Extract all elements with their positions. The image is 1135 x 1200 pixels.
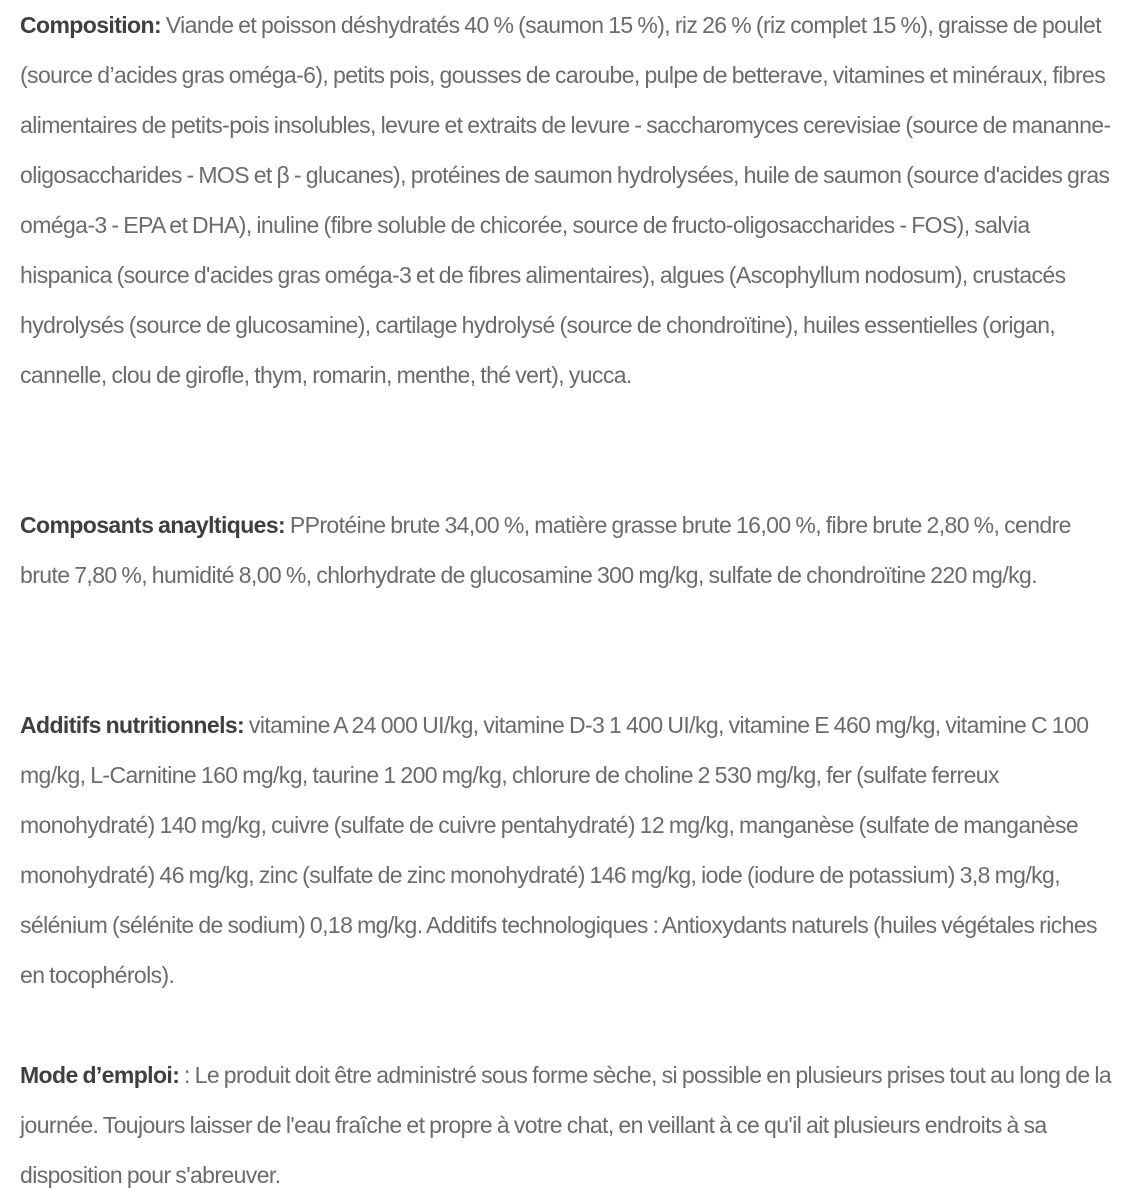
- analytical-section: [20, 500, 1125, 600]
- usage-label: Mode d’emploi:: [20, 1062, 180, 1088]
- composition-section: [20, 0, 1125, 400]
- composition-text: Viande et poisson déshydratés 40 % (saumon 15 %), riz 26 % (riz complet 15 %), graisse de poulet (source d’acides gras oméga-6), petits pois, gousses de caroube, pulpe de betterave, vitamines et minéraux, fibres alimentaires de petits-pois insolubles, levure et extraits de levure - saccharomyces cerevisiae (source de mananne- oligosaccharides - MOS et β - glucanes), protéines de saumon hydrolysées, huile de saumon (source d'acides gras oméga-3 - EPA et DHA), inuline (fibre soluble de chicorée, source de fructo-oligosaccharides - FOS), salvia hispanica (source d'acides gras oméga-3 et de fibres alimentaires), algues (Ascophyllum nodosum), crustacés hydrolysés (source de glucosamine), cartilage hydrolysé (source de chondroïtine), huiles essentielles (origan, cannelle, clou de girofle, thym, romarin, menthe, thé vert), yucca.: [20, 12, 1111, 388]
- additives-label: Additifs nutritionnels:: [20, 712, 245, 738]
- usage-text: : Le produit doit être administré sous forme sèche, si possible en plusieurs prises tout au long de la journée. Toujours laisser de l'eau fraîche et propre à votre chat, en veillant à ce qu'il ait plusieurs endroits à sa disposition pour s'abreuver.: [20, 1062, 1112, 1188]
- additives-text: vitamine A 24 000 UI/kg, vitamine D-3 1 400 UI/kg, vitamine E 460 mg/kg, vitamine C 100 mg/kg, L-Carnitine 160 mg/kg, taurine 1 200 mg/kg, chlorure de choline 2 530 mg/kg, fer (sulfate ferreux monohydraté) 140 mg/kg, cuivre (sulfate de cuivre pentahydraté) 12 mg/kg, manganèse (sulfate de manganèse monohydraté) 46 mg/kg, zinc (sulfate de zinc monohydraté) 146 mg/kg, iode (iodure de potassium) 3,8 mg/kg, sélénium (sélénite de sodium) 0,18 mg/kg. Additifs technologiques : Antioxydants naturels (huiles végétales riches en tocophérols).: [20, 712, 1097, 988]
- additives-section: [20, 700, 1125, 1000]
- composition-label: Composition:: [20, 12, 161, 38]
- analytical-label: Composants anayltiques:: [20, 512, 286, 538]
- analytical-text: PProtéine brute 34,00 %, matière grasse brute 16,00 %, fibre brute 2,80 %, cendre brute 7,80 %, humidité 8,00 %, chlorhydrate de glucosamine 300 mg/kg, sulfate de chondroïtine 220 mg/kg.: [20, 512, 1071, 588]
- usage-section: [20, 1050, 1125, 1200]
